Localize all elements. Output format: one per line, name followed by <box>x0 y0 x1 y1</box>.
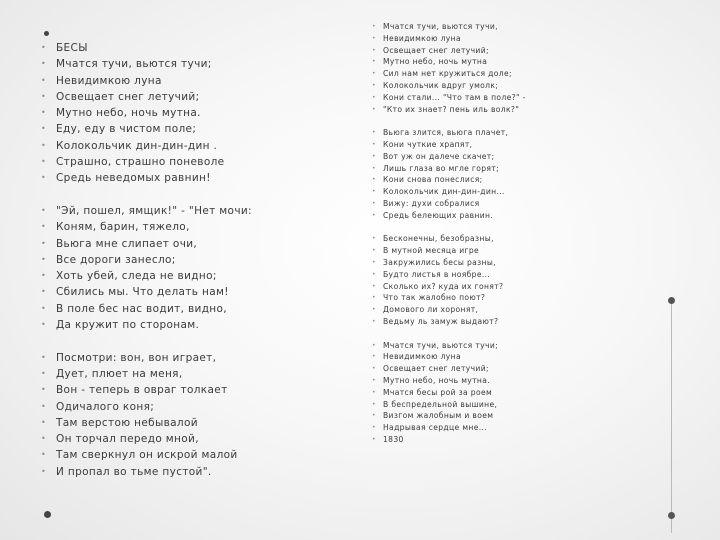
poem-line: • Колокольчик дин-дин-дин . <box>56 138 252 154</box>
poem-line: • Сил нам нет кружиться доле; <box>383 68 526 80</box>
poem-line: • Коням, барин, тяжело, <box>56 219 252 235</box>
poem-line: • Все дороги занесло; <box>56 252 252 268</box>
poem-line: • В поле бес нас водит, видно, <box>56 301 252 317</box>
stanza-gap <box>383 115 526 127</box>
poem-line: • Мутно небо, ночь мутна <box>383 56 526 68</box>
poem-line: • Освещает снег летучий; <box>383 363 526 375</box>
poem-line: • Там верстою небывалой <box>56 415 252 431</box>
stanza-gap <box>56 333 252 349</box>
poem-line: • Средь неведомых равнин! <box>56 170 252 186</box>
stanza-gap <box>383 222 526 234</box>
poem-line: • Мчатся тучи, вьются тучи; <box>56 56 252 72</box>
poem-line: • Кони стали... "Что там в поле?" - <box>383 92 526 104</box>
poem-line: • В беспредельной вышине, <box>383 399 526 411</box>
poem-line: • БЕСЫ <box>56 40 252 56</box>
poem-line: • Надрывая сердце мне... <box>383 422 526 434</box>
poem-line: • Мутно небо, ночь мутна. <box>56 105 252 121</box>
poem-line: • Мутно небо, ночь мутна. <box>383 375 526 387</box>
poem-line: • Сколько их? куда их гонят? <box>383 281 526 293</box>
poem-line: • Средь белеющих равнин. <box>383 210 526 222</box>
poem-line: • Колокольчик дин-дин-дин... <box>383 186 526 198</box>
decorative-line-dot-bottom <box>668 512 675 519</box>
poem-line: • Бесконечны, безобразны, <box>383 233 526 245</box>
poem-line: • Невидимкою луна <box>383 351 526 363</box>
poem-left-column <box>56 40 252 480</box>
decorative-line-dot-top <box>668 297 675 304</box>
poem-line: • Лишь глаза во мгле горят; <box>383 163 526 175</box>
poem-line: • Закружились бесы разны, <box>383 257 526 269</box>
poem-line: • Кони чуткие храпят, <box>383 139 526 151</box>
poem-line: • В мутной месяца игре <box>383 245 526 257</box>
poem-line: • Вот уж он далече скачет; <box>383 151 526 163</box>
poem-line: • Посмотри: вон, вон играет, <box>56 350 252 366</box>
poem-line: • Кони снова понеслися; <box>383 174 526 186</box>
stanza-gap <box>56 187 252 203</box>
poem-line: • Сбились мы. Что делать нам! <box>56 284 252 300</box>
poem-line: • Освещает снег летучий; <box>383 45 526 57</box>
poem-line: • Что так жалобно поют? <box>383 292 526 304</box>
poem-line: • Будто листья в ноябре... <box>383 269 526 281</box>
poem-line: • "Кто их знает? пень иль волк?" <box>383 104 526 116</box>
decorative-dot-bottom <box>44 511 51 518</box>
poem-line: • 1830 <box>383 434 526 446</box>
poem-line: • Мчатся бесы рой за роем <box>383 387 526 399</box>
poem-line: • Хоть убей, следа не видно; <box>56 268 252 284</box>
poem-line: • Да кружит по сторонам. <box>56 317 252 333</box>
poem-right-column <box>383 21 526 446</box>
poem-line: • Домового ли хоронят, <box>383 304 526 316</box>
poem-line: • Мчатся тучи, вьются тучи; <box>383 340 526 352</box>
poem-line: • Освещает снег летучий; <box>56 89 252 105</box>
poem-line: • Он торчал передо мной, <box>56 431 252 447</box>
poem-line: • Еду, еду в чистом поле; <box>56 121 252 137</box>
poem-line: • Невидимкою луна <box>383 33 526 45</box>
poem-line: • Ведьму ль замуж выдают? <box>383 316 526 328</box>
poem-line: • Вьюга мне слипает очи, <box>56 236 252 252</box>
poem-line: • И пропал во тьме пустой". <box>56 464 252 480</box>
poem-line: • Там сверкнул он искрой малой <box>56 447 252 463</box>
decorative-vertical-line <box>671 300 672 533</box>
poem-line: • Вон - теперь в овраг толкает <box>56 382 252 398</box>
decorative-dot-top <box>44 31 49 36</box>
poem-line: • Одичалого коня; <box>56 399 252 415</box>
poem-line: • Мчатся тучи, вьются тучи, <box>383 21 526 33</box>
poem-line: • Вижу: духи собралися <box>383 198 526 210</box>
poem-line: • Вьюга злится, вьюга плачет, <box>383 127 526 139</box>
poem-line: • Колокольчик вдруг умолк; <box>383 80 526 92</box>
poem-line: • "Эй, пошел, ямщик!" - "Нет мочи: <box>56 203 252 219</box>
poem-line: • Дует, плюет на меня, <box>56 366 252 382</box>
poem-line: • Страшно, страшно поневоле <box>56 154 252 170</box>
stanza-gap <box>383 328 526 340</box>
poem-line: • Невидимкою луна <box>56 73 252 89</box>
poem-line: • Визгом жалобным и воем <box>383 410 526 422</box>
